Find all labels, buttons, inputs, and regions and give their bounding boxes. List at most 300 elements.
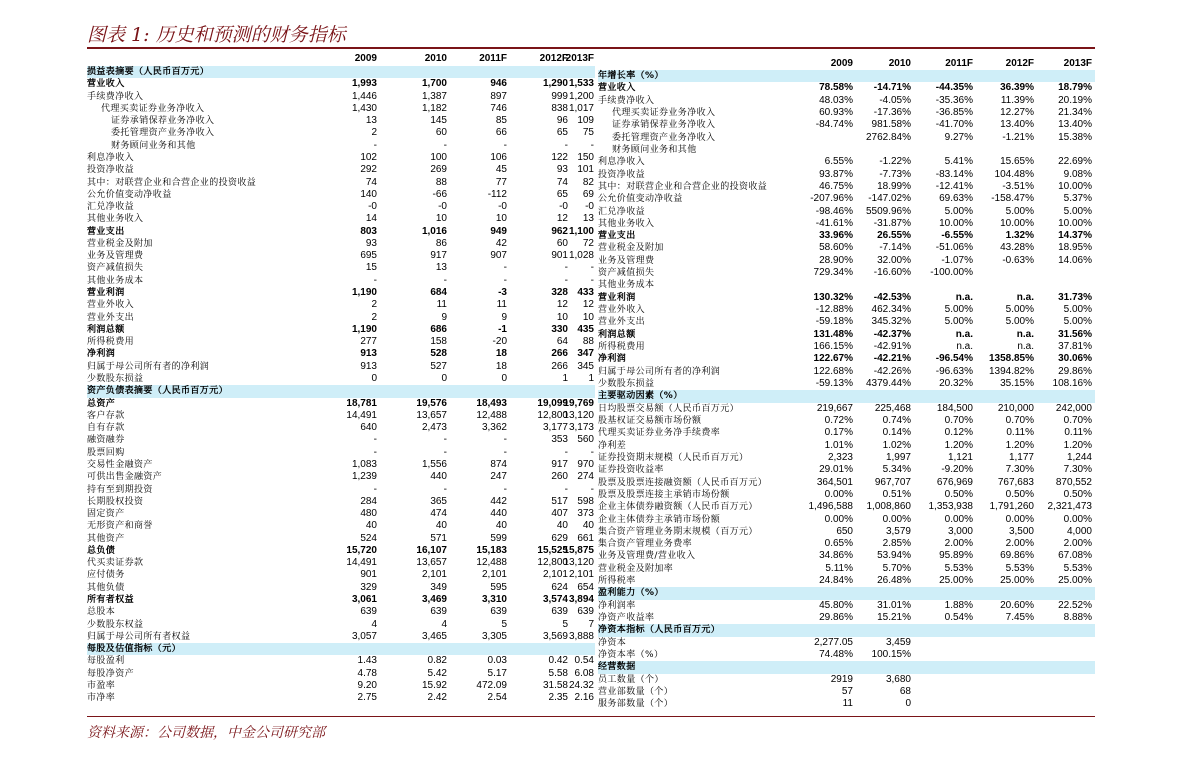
row-label: 经营数据 (598, 662, 636, 673)
cell-value: 10.00% (1000, 217, 1034, 229)
left-table-row (87, 668, 594, 680)
cell-value: 77 (495, 176, 507, 188)
cell-value: 10.00% (939, 217, 973, 229)
left-table-row (87, 692, 594, 704)
cell-value: 1,008,860 (866, 501, 911, 513)
right-table-row (598, 427, 1092, 439)
cell-value: 53.94% (877, 550, 911, 562)
cell-value: 60 (435, 127, 447, 139)
cell-value: 329 (360, 581, 377, 593)
cell-value: 19,576 (416, 397, 447, 409)
row-label: 盈利能力（%） (598, 588, 664, 599)
cell-value: n.a. (1017, 341, 1034, 353)
cell-value: 1.20% (1063, 439, 1092, 451)
cell-value: - (564, 139, 568, 151)
left-table-row (87, 127, 594, 139)
cell-value: 8.88% (1063, 612, 1092, 624)
cell-value: 1,121 (947, 451, 973, 463)
cell-value: -59.13% (815, 378, 853, 389)
left-table-row (87, 680, 594, 692)
cell-value: - (503, 434, 507, 446)
cell-value: 18.79% (1058, 82, 1092, 94)
cell-value: 93 (365, 237, 377, 249)
cell-value: 65 (556, 127, 568, 139)
right-table-row (598, 144, 1092, 156)
row-label: 汇兑净收益 (87, 202, 135, 213)
cell-value: 166.15% (813, 341, 853, 353)
cell-value: 4 (441, 618, 447, 630)
cell-value: 6.08 (574, 667, 594, 679)
right-table-row (598, 132, 1092, 144)
cell-value: 108.16% (1052, 378, 1092, 389)
cell-value: 0.11% (1064, 427, 1092, 439)
row-label: 企业主体债券融资额（人民币百万元） (598, 502, 758, 513)
row-label: 证券投资期末规模（人民币百万元） (598, 452, 749, 463)
cell-value: 2,321,473 (1047, 501, 1092, 513)
cell-value: 0.65% (824, 538, 853, 550)
left-table-row (87, 631, 594, 643)
cell-value: 18 (495, 348, 507, 360)
cell-value: 2 (371, 127, 377, 139)
cell-value: 1.43 (357, 655, 377, 667)
row-label: 手续费净收入 (598, 95, 655, 106)
row-label: 其中：对联营企业和合营企业的投资收益 (87, 177, 257, 188)
cell-value: 7.30% (1005, 464, 1034, 476)
cell-value: 3,500 (1008, 525, 1034, 537)
cell-value: 158 (430, 336, 447, 348)
row-label: 总负债 (87, 545, 116, 556)
cell-value: 442 (490, 495, 507, 507)
cell-value: 277 (360, 336, 377, 348)
cell-value: 440 (430, 471, 447, 483)
left-table-row (87, 312, 594, 324)
cell-value: 15,720 (346, 544, 377, 556)
cell-value: 2.85% (882, 538, 911, 550)
cell-value: 5.11% (825, 562, 853, 574)
cell-value: 0.50% (1063, 488, 1092, 500)
cell-value: 19,099 (537, 397, 568, 409)
cell-value: 60.93% (819, 106, 853, 118)
right-table-row (598, 193, 1092, 205)
cell-value: -42.26% (873, 365, 911, 377)
cell-value: 1.20% (944, 439, 973, 451)
left-table-row (87, 238, 594, 250)
cell-value: 46.75% (819, 180, 853, 192)
cell-value: 4.78 (357, 667, 377, 679)
left-table-row (87, 606, 594, 618)
right-table-row (598, 82, 1092, 94)
cell-value: 75 (582, 127, 594, 139)
cell-value: 0.42 (548, 655, 568, 667)
cell-value: 1,239 (351, 471, 377, 483)
cell-value: 2.54 (487, 692, 507, 704)
cell-value: 102 (360, 151, 377, 163)
row-label: 营业利润 (598, 292, 636, 303)
cell-value: 269 (430, 164, 447, 176)
cell-value: 2.42 (427, 692, 447, 704)
cell-value: 407 (551, 508, 568, 520)
row-label: 净资本 (598, 637, 627, 648)
cell-value: 870,552 (1055, 476, 1092, 488)
cell-value: 2762.84% (865, 131, 911, 143)
left-table-row (87, 569, 594, 581)
cell-value: 640 (360, 422, 377, 434)
right-table-row (598, 686, 1092, 698)
cell-value: -42.91% (873, 341, 911, 353)
cell-value: 16,107 (416, 544, 447, 556)
cell-value: -20 (492, 336, 507, 348)
row-label: 代理买卖证券业务净收入 (101, 103, 205, 114)
cell-value: 1,016 (421, 225, 447, 237)
cell-value: 3,894 (568, 594, 594, 606)
left-section-header (87, 643, 595, 655)
cell-value: 2,277.05 (814, 636, 853, 648)
cell-value: 3,173 (568, 422, 594, 434)
cell-value: 3,680 (885, 673, 911, 685)
row-label: 企业主体债券主承销市场份额 (598, 514, 721, 525)
right-table-row (598, 489, 1092, 501)
cell-value: - (503, 446, 507, 458)
row-label: 投资净收益 (87, 165, 135, 176)
cell-value: 639 (577, 606, 594, 618)
cell-value: 5.53% (944, 562, 973, 574)
cell-value: 0.00% (882, 513, 911, 525)
cell-value: 3,469 (421, 594, 447, 606)
cell-value: -12.88% (815, 304, 853, 316)
right-table-row (598, 316, 1092, 328)
cell-value: 1.20% (1005, 439, 1034, 451)
row-label: 营业利润 (87, 288, 125, 299)
cell-value: 970 (577, 458, 594, 470)
right-section-header (598, 624, 1095, 636)
cell-value: 14,491 (346, 409, 377, 421)
cell-value: 0.51% (882, 488, 911, 500)
cell-value: -4.05% (879, 94, 911, 106)
cell-value: 69.63% (939, 193, 973, 205)
cell-value: - (590, 483, 594, 495)
right-table-row (598, 600, 1092, 612)
cell-value: 599 (490, 532, 507, 544)
right-table-row (598, 242, 1092, 254)
cell-value: 26.48% (877, 575, 911, 587)
left-table-row (87, 250, 594, 262)
row-label: 长期股权投资 (87, 496, 144, 507)
cell-value: 5.37% (1063, 193, 1092, 205)
cell-value: 28.90% (819, 254, 853, 266)
cell-value: 284 (360, 495, 377, 507)
cell-value: 10 (556, 311, 568, 323)
left-table-row (87, 410, 594, 422)
cell-value: 1,993 (351, 78, 377, 90)
cell-value: 58.60% (819, 242, 853, 254)
cell-value: 639 (430, 606, 447, 618)
left-table-row (87, 545, 594, 557)
cell-value: -42.21% (873, 353, 911, 365)
cell-value: 1.01% (824, 439, 853, 451)
cell-value: 21.34% (1058, 106, 1092, 118)
cell-value: -1 (498, 323, 507, 335)
right-table-row (598, 526, 1092, 538)
cell-value: 67.08% (1058, 550, 1092, 562)
row-label: 代买卖证券款 (87, 558, 144, 569)
cell-value: 145 (430, 115, 447, 127)
cell-value: 629 (551, 532, 568, 544)
row-label: 持有至到期投资 (87, 484, 153, 495)
cell-value: 5.34% (882, 464, 911, 476)
cell-value: 1,177 (1008, 451, 1034, 463)
cell-value: 1,190 (351, 323, 377, 335)
cell-value: 5.58 (548, 667, 568, 679)
row-label: 营业税金及附加 (598, 243, 664, 254)
right-table-row (598, 366, 1092, 378)
cell-value: 34.86% (819, 550, 853, 562)
cell-value: 11.39% (1000, 94, 1034, 106)
cell-value: 15.92 (421, 680, 447, 691)
row-label: 净资本率（%） (598, 650, 664, 661)
title-rule (87, 47, 1095, 49)
row-label: 其他业务收入 (87, 214, 144, 225)
row-label: 总股本 (87, 607, 116, 618)
cell-value: 14.37% (1058, 230, 1092, 242)
cell-value: 1,496,588 (808, 501, 853, 513)
left-table-row (87, 361, 594, 373)
right-year-header: 2012F (1005, 58, 1034, 69)
cell-value: 901 (360, 569, 377, 581)
cell-value: 5.42 (427, 667, 447, 679)
row-label: 其他资产 (87, 533, 125, 544)
cell-value: 11 (842, 698, 853, 710)
row-label: 所得税率 (598, 576, 636, 587)
cell-value: 9.08% (1063, 168, 1092, 180)
cell-value: 967,707 (874, 476, 911, 488)
cell-value: 345 (577, 360, 594, 372)
cell-value: -3 (498, 287, 507, 299)
cell-value: 1,028 (568, 250, 594, 262)
cell-value: 64 (556, 336, 568, 348)
cell-value: 29.86% (1058, 365, 1092, 377)
cell-value: 686 (430, 323, 447, 335)
left-year-header: 2012F (539, 53, 568, 64)
cell-value: 260 (551, 471, 568, 483)
cell-value: -0 (559, 201, 568, 213)
row-label: 财务顾问业务和其他 (612, 144, 697, 155)
cell-value: 4379.44% (865, 378, 911, 389)
row-label: 净利润 (87, 349, 116, 360)
row-label: 净利润 (598, 354, 627, 365)
cell-value: 0.72% (824, 414, 853, 426)
cell-value: 96 (556, 115, 568, 127)
cell-value: 639 (551, 606, 568, 618)
cell-value: 907 (490, 250, 507, 262)
row-label: 员工数量（个） (598, 674, 664, 685)
row-label: 营业支出 (87, 226, 125, 237)
cell-value: 5.00% (1063, 316, 1092, 328)
left-table-row (87, 471, 594, 483)
row-label: 市净率 (87, 693, 116, 704)
cell-value: 5.41% (944, 156, 973, 168)
cell-value: -42.53% (873, 291, 911, 303)
cell-value: 695 (360, 250, 377, 262)
cell-value: 5.00% (1005, 304, 1034, 316)
cell-value: 517 (551, 495, 568, 507)
cell-value: 184,500 (936, 402, 973, 414)
cell-value: 3,177 (542, 422, 568, 434)
cell-value: 0.54% (944, 612, 973, 624)
cell-value: 654 (577, 581, 594, 593)
right-table-row (598, 452, 1092, 464)
cell-value: 31.58 (542, 680, 568, 691)
left-table-row (87, 336, 594, 348)
right-table-row (598, 95, 1092, 107)
left-table-row (87, 226, 594, 238)
cell-value: 3,057 (351, 630, 377, 642)
row-label: 股票及股票连接融资额（人民币百万元） (598, 477, 768, 488)
cell-value: 767,683 (997, 476, 1034, 488)
cell-value: -35.36% (935, 94, 973, 106)
row-label: 营业收入 (87, 79, 125, 90)
cell-value: 1,290 (542, 78, 568, 90)
cell-value: 109 (577, 115, 594, 127)
cell-value: 2 (371, 311, 377, 323)
cell-value: -51.06% (935, 242, 973, 254)
row-label: 证券承销保荐业务净收入 (612, 120, 716, 131)
cell-value: 1,100 (568, 225, 594, 237)
right-table-row (598, 415, 1092, 427)
cell-value: 3,362 (481, 422, 507, 434)
cell-value: -0.63% (1002, 254, 1034, 266)
row-label: 委托管理资产业务净收入 (111, 128, 215, 139)
row-label: 年增长率（%） (598, 71, 664, 81)
right-table-row (598, 612, 1092, 624)
cell-value: 100.15% (871, 649, 911, 661)
left-table-row (87, 484, 594, 496)
cell-value: 0 (371, 373, 377, 384)
row-label: 营业税金及附加 (87, 238, 153, 249)
cell-value: -96.63% (935, 365, 973, 377)
cell-value: 328 (551, 287, 568, 299)
cell-value: 18,493 (476, 397, 507, 409)
cell-value: 100 (430, 151, 447, 163)
right-table-row (598, 575, 1092, 587)
cell-value: 24.32 (568, 680, 594, 691)
cell-value: 6.55% (824, 156, 853, 168)
row-label: 可供出售金融资产 (87, 472, 163, 483)
cell-value: 22.69% (1058, 156, 1092, 168)
cell-value: 266 (551, 348, 568, 360)
cell-value: 474 (430, 508, 447, 520)
left-table (87, 50, 595, 716)
cell-value: 122.68% (813, 365, 853, 377)
right-table-row (598, 329, 1092, 341)
cell-value: 10.00% (1058, 180, 1092, 192)
cell-value: 949 (490, 225, 507, 237)
cell-value: -0 (438, 201, 447, 213)
left-table-row (87, 582, 594, 594)
cell-value: 3,305 (481, 630, 507, 642)
row-label: 营业外支出 (87, 312, 135, 323)
right-year-header: 2011F (945, 58, 973, 69)
right-table-row (598, 698, 1092, 710)
row-label: 利息净收入 (598, 157, 646, 168)
cell-value: 0.70% (1063, 414, 1092, 426)
cell-value: 1,083 (351, 458, 377, 470)
row-label: 归属于母公司所有者的净利润 (87, 361, 210, 372)
cell-value: - (590, 446, 594, 458)
cell-value: 65 (556, 188, 568, 200)
right-table-row (598, 353, 1092, 365)
cell-value: 330 (551, 323, 568, 335)
cell-value: 527 (430, 360, 447, 372)
cell-value: 32.00% (877, 254, 911, 266)
row-label: 代理买卖证券业务净手续费率 (598, 428, 721, 439)
right-table-row (598, 477, 1092, 489)
row-label: 投资净收益 (598, 169, 646, 180)
row-label: 自有存款 (87, 423, 125, 434)
left-year-header: 2010 (424, 53, 447, 64)
cell-value: 4 (371, 618, 377, 630)
right-table-row (598, 403, 1092, 415)
cell-value: 12 (556, 299, 568, 311)
row-label: 所得税费用 (598, 342, 646, 353)
left-year-header: 2011F (479, 53, 507, 64)
cell-value: -12.41% (935, 180, 973, 192)
cell-value: 45 (495, 164, 507, 176)
row-label: 每股及估值指标（元） (87, 644, 182, 655)
cell-value: 0.50% (944, 488, 973, 500)
cell-value: 242,000 (1055, 402, 1092, 414)
cell-value: 37.81% (1058, 341, 1092, 353)
cell-value: n.a. (955, 328, 973, 340)
row-label: 净资本指标（人民币百万元） (598, 625, 721, 636)
cell-value: n.a. (956, 341, 973, 353)
cell-value: 1.88% (944, 599, 973, 611)
cell-value: 57 (841, 686, 853, 697)
left-table-row (87, 262, 594, 274)
right-table-row (598, 304, 1092, 316)
row-label: 财务顾问业务和其他 (111, 140, 196, 151)
cell-value: 2.00% (1063, 538, 1092, 550)
cell-value: 0.14% (882, 427, 911, 439)
cell-value: 45.80% (819, 599, 853, 611)
left-table-row (87, 422, 594, 434)
cell-value: 95.89% (939, 550, 973, 562)
cell-value: 10 (495, 213, 507, 225)
cell-value: 2,101 (481, 569, 507, 581)
cell-value: 0.00% (1063, 513, 1092, 525)
cell-value: 0.17% (824, 427, 853, 439)
row-label: 所得税费用 (87, 337, 135, 348)
row-label: 代理买卖证券业务净收入 (612, 107, 716, 118)
right-table-row (598, 637, 1092, 649)
cell-value: 571 (430, 532, 447, 544)
cell-value: 18 (495, 360, 507, 372)
right-year-header: 2010 (888, 58, 911, 69)
cell-value: 5.53% (1005, 562, 1034, 574)
cell-value: 13,657 (416, 557, 447, 569)
left-table-row (87, 324, 594, 336)
cell-value: 1,430 (351, 102, 377, 114)
right-table-row (598, 464, 1092, 476)
left-table-row (87, 152, 594, 164)
cell-value: -98.46% (815, 205, 853, 217)
cell-value: 2,101 (568, 569, 594, 581)
cell-value: 74 (365, 176, 377, 188)
cell-value: 140 (360, 188, 377, 200)
row-label: 公允价值变动净收益 (87, 189, 172, 200)
right-table-row (598, 440, 1092, 452)
right-table-row (598, 156, 1092, 168)
cell-value: 20.19% (1058, 94, 1092, 106)
